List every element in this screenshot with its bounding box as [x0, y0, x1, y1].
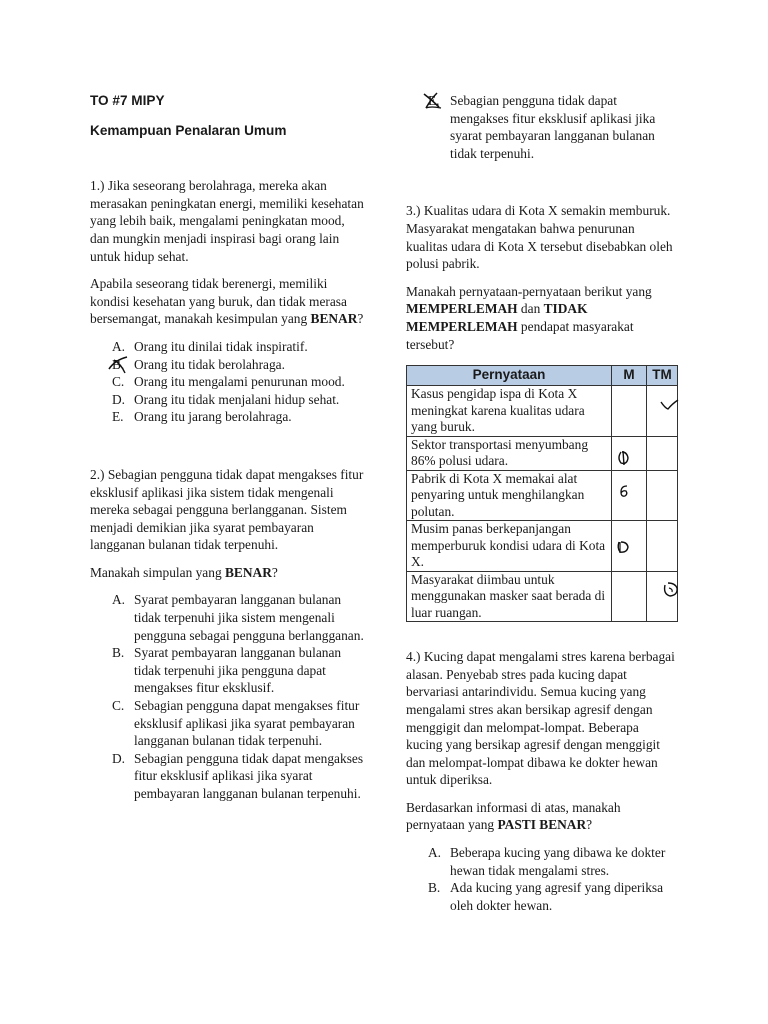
m-cell[interactable] [612, 386, 647, 437]
m-cell[interactable] [612, 521, 647, 572]
table-row [407, 436, 678, 470]
tm-cell[interactable] [647, 436, 678, 470]
q2-option-b[interactable]: B. Syarat pembayaran langganan bulanan tidak terpenuhi jika pengguna dapat mengakses fitur eksklusif. [112, 645, 342, 696]
tm-cell[interactable] [647, 521, 678, 572]
q4-prompt: Berdasarkan informasi di atas, manakah pernyataan yang PASTI BENAR? [406, 799, 621, 833]
right-column [406, 92, 678, 914]
q1-prompt: Apabila seseorang tidak berenergi, memiliki kondisi kesehatan yang buruk, dan tidak merasa bersemangat, manakah kesimpulan yang BENAR? [90, 276, 364, 327]
q4-options [406, 844, 678, 914]
q4-text: 4.) Kucing dapat mengalami stres karena berbagai alasan. Penyebab stres pada kucing dapat bervariasi antarindividu. Semua kucing yang mengalami stres akan bersikap agresif dengan menggigit dan melompat-lompat. Beberapa kucing yang bersikap agresif dengan menggigit dan melompat-lompat dibawa ke dokter hewan untuk diperiksa. [406, 649, 675, 788]
q1-option-e[interactable]: E. Orang itu jarang berolahraga. [112, 409, 292, 425]
table-row [407, 521, 678, 572]
q4-option-b[interactable]: B. Ada kucing yang agresif yang diperiksa oleh dokter hewan. [428, 880, 664, 913]
q2-option-d[interactable]: D. Sebagian pengguna tidak dapat mengakses fitur eksklusif aplikasi jika syarat pembayaran langganan bulanan terpenuhi. [112, 750, 364, 801]
q3-text: 3.) Kualitas udara di Kota X semakin memburuk. Masyarakat mengatakan bahwa penurunan kualitas udara di Kota X tersebut disebabkan oleh polusi pabrik. [406, 203, 673, 272]
q2-options [90, 591, 365, 802]
tm-cell[interactable] [647, 386, 678, 437]
q1-option-c[interactable]: C. Orang itu mengalami penurunan mood. [112, 374, 345, 390]
q2-prompt: Manakah simpulan yang BENAR? [90, 564, 278, 580]
table-header-m: M [612, 366, 647, 386]
handwritten-mark-icon [615, 449, 635, 467]
q2-option-e[interactable]: E. Sebagian pengguna tidak dapat mengakses fitur eksklusif aplikasi jika syarat pembayaran langganan bulanan tidak terpenuhi. [406, 92, 678, 162]
table-header-tm: TM [647, 366, 678, 386]
handwritten-mark-icon [615, 539, 633, 555]
table-row [407, 571, 678, 622]
q1-option-a[interactable]: A. Orang itu dinilai tidak inspiratif. [112, 338, 308, 354]
q2-text: 2.) Sebagian pengguna tidak dapat mengakses fitur eksklusif aplikasi jika sistem tidak mengenali mereka sebagai pengguna berlangganan. Sistem menjadi demikian jika syarat pembayaran langganan bulanan tidak terpenuhi. [90, 466, 364, 553]
q1-option-d[interactable]: D. Orang itu tidak menjalani hidup sehat. [112, 391, 340, 407]
answer-mark-icon [107, 354, 131, 376]
tm-cell[interactable] [647, 470, 678, 521]
statement-cell: Masyarakat diimbau untuk menggunakan masker saat berada di luar ruangan. [407, 571, 612, 622]
tm-cell[interactable] [647, 571, 678, 622]
statement-table [406, 365, 678, 622]
m-cell[interactable] [612, 470, 647, 521]
table-row [407, 386, 678, 437]
m-cell[interactable] [612, 571, 647, 622]
statement-cell: Sektor transportasi menyumbang 86% polusi udara. [407, 436, 612, 470]
left-column [90, 92, 365, 803]
handwritten-mark-icon [661, 580, 681, 600]
q2-option-c[interactable]: C. Sebagian pengguna dapat mengakses fitur eksklusif aplikasi jika syarat pembayaran langganan bulanan tidak terpenuhi. [112, 698, 360, 749]
q1-option-b[interactable]: B. Orang itu tidak berolahraga. [112, 356, 365, 374]
table-row [407, 470, 678, 521]
statement-cell: Pabrik di Kota X memakai alat penyaring untuk menghilangkan polutan. [407, 470, 612, 521]
checkmark-icon [659, 398, 681, 412]
statement-cell: Musim panas berkepanjangan memperburuk kondisi udara di Kota X. [407, 521, 612, 572]
q2-option-a[interactable]: A. Syarat pembayaran langganan bulanan tidak terpenuhi jika sistem mengenali pengguna sebagai pengguna berlangganan. [112, 592, 364, 643]
q1-text: 1.) Jika seseorang berolahraga, mereka akan merasakan peningkatan energi, memiliki kesehatan yang lebih baik, mengalami peningkatan mood, dan mungkin menjadi inspirasi bagi orang lain untuk hidup sehat. [90, 178, 364, 264]
q4-option-a[interactable]: A. Beberapa kucing yang dibawa ke dokter hewan tidak mengalami stres. [428, 845, 666, 878]
section-title: Kemampuan Penalaran Umum [90, 122, 287, 138]
handwritten-mark-icon [617, 483, 631, 499]
statement-cell: Kasus pengidap ispa di Kota X meningkat karena kualitas udara yang buruk. [407, 386, 612, 437]
table-header-statement: Pernyataan [407, 366, 612, 386]
q1-options [90, 338, 365, 426]
m-cell[interactable] [612, 436, 647, 470]
answer-mark-icon [421, 90, 445, 112]
page-title: TO #7 MIPY [90, 93, 165, 108]
q3-prompt: Manakah pernyataan-pernyataan berikut yang MEMPERLEMAH dan TIDAK MEMPERLEMAH pendapat masyarakat tersebut? [406, 283, 652, 352]
